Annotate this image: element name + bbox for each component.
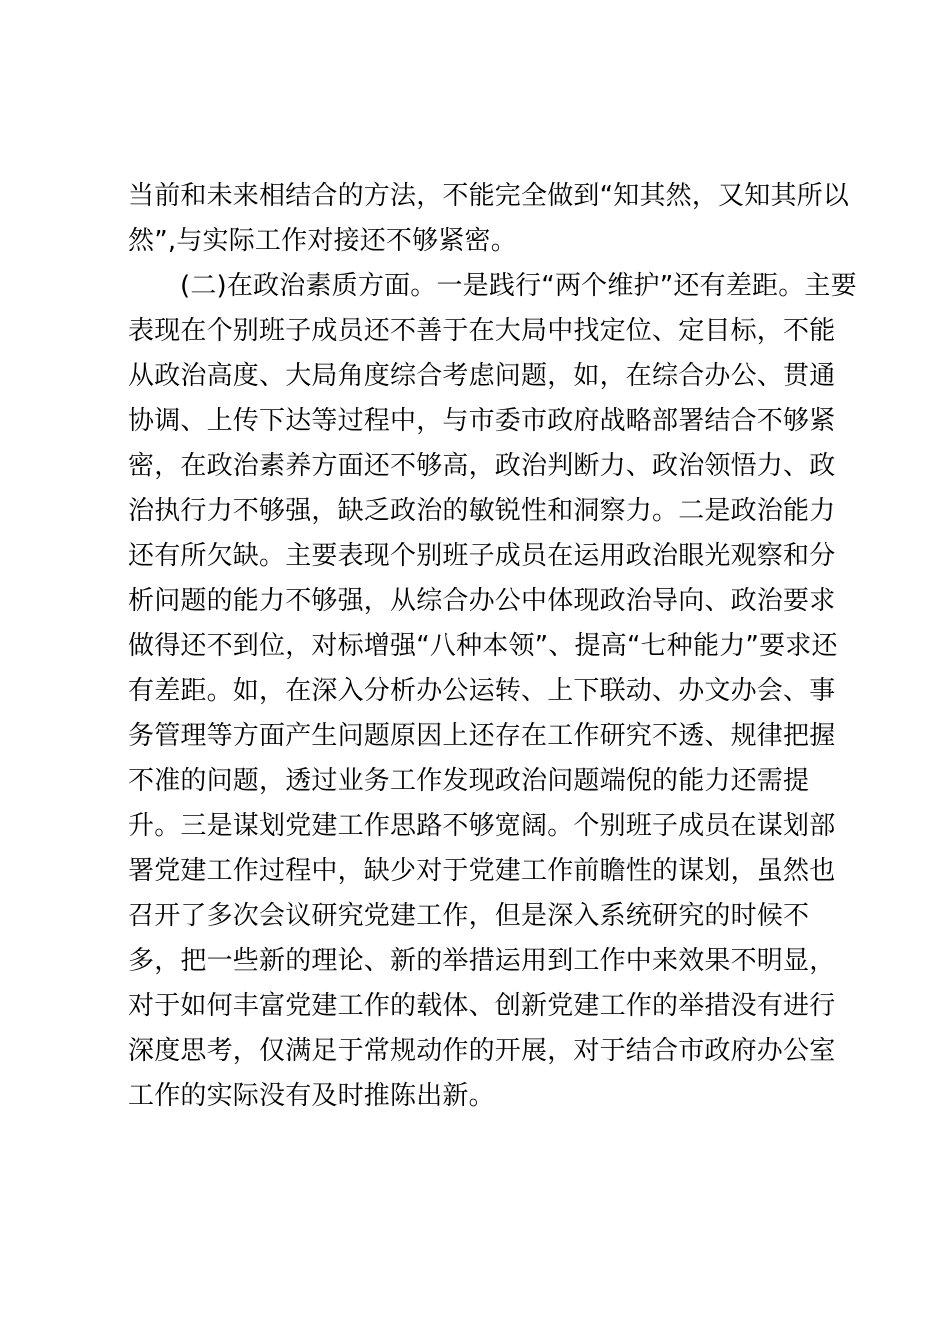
text-line: 做得还不到位，对标增强“八种本领”、提高“七种能力”要求还 — [128, 631, 838, 661]
text-line: 当前和未来相结合的方法，不能完全做到“知其然，又知其所以 — [128, 181, 850, 211]
text-line: 密，在政治素养方面还不够高，政治判断力、政治领悟力、政 — [128, 451, 836, 481]
text-line: 召开了多次会议研究党建工作，但是深入系统研究的时候不 — [128, 901, 810, 931]
text-line: 有差距。如，在深入分析办公运转、上下联动、办文办会、事 — [128, 676, 836, 706]
text-line: 从政治高度、大局角度综合考虑问题，如，在综合办公、贯通 — [128, 361, 836, 391]
text-line: 不准的问题，透过业务工作发现政治问题端倪的能力还需提 — [128, 766, 810, 796]
text-line: 治执行力不够强，缺乏政治的敏锐性和洞察力。二是政治能力 — [128, 496, 836, 526]
text-line: 升。三是谋划党建工作思路不够宽阔。个别班子成员在谋划部 — [128, 811, 836, 841]
text-line: 工作的实际没有及时推陈出新。 — [128, 1081, 495, 1111]
text-line: 析问题的能力不够强，从综合办公中体现政治导向、政治要求 — [128, 586, 836, 616]
text-line: 深度思考，仅满足于常规动作的开展，对于结合市政府办公室 — [128, 1036, 836, 1066]
text-line: 还有所欠缺。主要表现个别班子成员在运用政治眼光观察和分 — [128, 541, 836, 571]
paragraph-start-line: (二)在政治素质方面。一是践行“两个维护”还有差距。主要 — [180, 271, 857, 301]
text-line: 对于如何丰富党建工作的载体、创新党建工作的举措没有进行 — [128, 991, 836, 1021]
text-line: 多，把一些新的理论、新的举措运用到工作中来效果不明显， — [128, 946, 836, 976]
text-line: 务管理等方面产生问题原因上还存在工作研究不透、规律把握 — [128, 721, 836, 751]
text-line: 协调、上传下达等过程中，与市委市政府战略部署结合不够紧 — [128, 406, 836, 436]
text-line: 表现在个别班子成员还不善于在大局中找定位、定目标，不能 — [128, 316, 836, 346]
text-line: 署党建工作过程中，缺少对于党建工作前瞻性的谋划，虽然也 — [128, 856, 836, 886]
text-line: 然”,与实际工作对接还不够紧密。 — [128, 226, 517, 256]
